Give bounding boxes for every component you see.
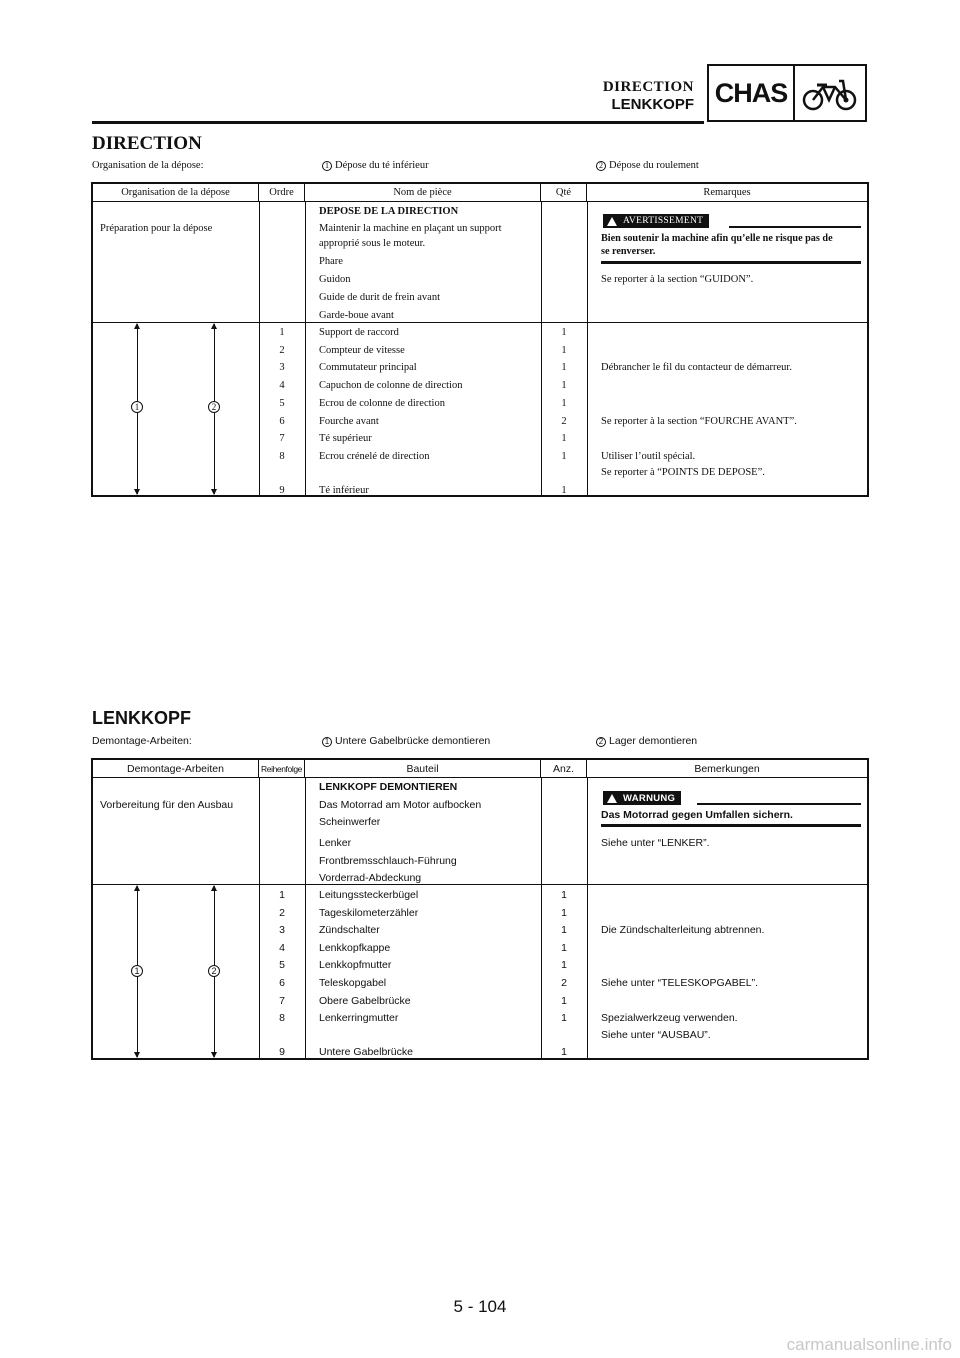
row-remark: Utiliser l’outil spécial.	[601, 450, 696, 462]
row-part-name: Commutateur principal	[319, 362, 417, 374]
section-code: CHAS	[709, 66, 795, 120]
row-qty: 1	[561, 450, 567, 462]
de-prep-label: Vorbereitung für den Ausbau	[100, 799, 234, 811]
row-order: 2	[279, 344, 285, 356]
fr-prep-item: Phare	[319, 256, 343, 267]
section-badge	[707, 64, 867, 122]
row-order: 8	[279, 1012, 285, 1025]
row-order: 4	[279, 380, 285, 392]
row-part-name: Té supérieur	[319, 433, 372, 445]
fr-col-qty: Qté	[541, 184, 587, 201]
row-order: 3	[279, 924, 285, 937]
row-part-name: Fourche avant	[319, 415, 379, 427]
row-qty: 1	[561, 941, 567, 954]
row-order: 1	[279, 889, 285, 901]
fr-col-org: Organisation de la dépose	[93, 184, 259, 201]
de-col-remarks: Bemerkungen	[694, 762, 760, 775]
fr-prep-item: approprié sous le moteur.	[319, 238, 426, 249]
row-part-name: Tageskilometerzähler	[319, 906, 419, 919]
motorcycle-icon	[795, 66, 865, 120]
row-qty: 1	[561, 433, 567, 445]
row-qty: 1	[561, 380, 567, 392]
warning-icon	[607, 794, 617, 803]
row-part-name: Ecrou de colonne de direction	[319, 397, 445, 409]
fr-table	[91, 182, 869, 497]
de-row8-remark-2: Siehe unter “AUSBAU”.	[601, 1029, 711, 1041]
fr-sub-label: Organisation de la dépose:	[92, 160, 204, 171]
de-sub-1: 1 Untere Gabelbrücke demontieren	[322, 735, 490, 747]
row-qty: 1	[561, 924, 567, 937]
row-part-name: Teleskopgabel	[319, 977, 387, 989]
row-part-name: Ecrou crénelé de direction	[319, 450, 430, 462]
de-col-part: Bauteil	[305, 760, 541, 777]
fr-arrow-2-label: 2	[208, 401, 220, 413]
row-part-name: Capuchon de colonne de direction	[319, 380, 463, 392]
de-col-org: Demontage-Arbeiten	[93, 760, 259, 777]
row-order: 9	[279, 1045, 285, 1058]
fr-prep-item: Guidon	[319, 274, 351, 285]
fr-prep-item: Garde-boue avant	[319, 310, 394, 321]
section-title-de: LENKKOPF	[92, 708, 191, 728]
de-prep-item: Scheinwerfer	[319, 816, 381, 828]
row-remark: Se reporter à la section “FOURCHE AVANT”.	[601, 415, 797, 427]
row-qty: 1	[561, 994, 567, 1007]
row-qty: 1	[561, 1012, 567, 1025]
row-order: 3	[279, 362, 285, 374]
row-part-name: Lenkkopfmutter	[319, 959, 392, 972]
de-prep-item: Lenker	[319, 837, 352, 849]
row-order: 6	[279, 415, 285, 427]
row-qty: 2	[561, 977, 567, 989]
row-remark: Spezialwerkzeug verwenden.	[601, 1012, 738, 1025]
header-title-de: LENKKOPF	[611, 96, 694, 113]
row-qty: 1	[561, 362, 567, 374]
fr-col-remarks: Remarques	[703, 187, 751, 198]
row-qty: 2	[561, 415, 567, 427]
fr-guidon-remark: Se reporter à la section “GUIDON”.	[601, 274, 754, 285]
fr-table-header	[93, 184, 867, 202]
row-order: 4	[279, 941, 285, 954]
row-part-name: Compteur de vitesse	[319, 344, 405, 356]
row-qty: 1	[561, 1045, 567, 1058]
row-order: 2	[279, 906, 285, 919]
fr-warning-label: AVERTISSEMENT	[603, 214, 709, 228]
row-remark: Débrancher le fil du contacteur de démarreur.	[601, 362, 792, 374]
row-part-name: Support de raccord	[319, 327, 399, 338]
row-part-name: Untere Gabelbrücke	[319, 1045, 413, 1058]
de-table-header	[93, 760, 867, 778]
row-order: 7	[279, 433, 285, 445]
de-arrow-1-label: 1	[131, 965, 143, 977]
row-order: 8	[279, 450, 285, 462]
row-order: 7	[279, 994, 285, 1007]
row-qty: 1	[561, 327, 567, 338]
de-warning-label: WARNUNG	[603, 791, 681, 805]
fr-col-order: Ordre	[259, 184, 305, 201]
row-qty: 1	[561, 484, 567, 496]
fr-prep-label: Préparation pour la dépose	[100, 223, 213, 234]
warning-icon	[607, 217, 617, 226]
de-lenker-remark: Siehe unter “LENKER”.	[601, 837, 710, 849]
header-rule	[92, 121, 704, 124]
row-order: 1	[279, 327, 285, 338]
header-title-fr: DIRECTION	[602, 79, 694, 95]
page-number: 5 - 104	[453, 1297, 507, 1316]
row-part-name: Lenkerringmutter	[319, 1012, 399, 1025]
de-warning-text: Das Motorrad gegen Umfallen sichern.	[601, 809, 793, 821]
fr-arrow-1-label: 1	[131, 401, 143, 413]
de-arrow-2-label: 2	[208, 965, 220, 977]
row-part-name: Leitungssteckerbügel	[319, 889, 419, 901]
de-sub-label: Demontage-Arbeiten:	[92, 735, 192, 747]
fr-row8-remark-2: Se reporter à “POINTS DE DEPOSE”.	[601, 467, 765, 478]
row-order: 9	[279, 484, 285, 496]
de-table	[91, 758, 869, 1060]
de-heading-row: LENKKOPF DEMONTIEREN	[319, 781, 458, 793]
row-part-name: Té inférieur	[319, 484, 369, 496]
de-prep-item: Das Motorrad am Motor aufbocken	[319, 799, 482, 811]
row-qty: 1	[561, 959, 567, 972]
fr-sub-1: 1 Dépose du té inférieur	[322, 160, 429, 171]
fr-warning-text: Bien soutenir la machine afin qu’elle ne risque pas de se renverser.	[601, 233, 833, 257]
row-remark: Die Zündschalterleitung abtrennen.	[601, 924, 765, 937]
de-prep-item: Frontbremsschlauch-Führung	[319, 855, 457, 867]
de-sub-2: 2 Lager demontieren	[596, 735, 697, 747]
row-qty: 1	[561, 889, 567, 901]
row-qty: 1	[561, 906, 567, 919]
de-prep-item: Vorderrad-Abdeckung	[319, 872, 422, 884]
row-part-name: Obere Gabelbrücke	[319, 994, 411, 1007]
row-order: 6	[279, 977, 285, 989]
row-part-name: Lenkkopfkappe	[319, 941, 391, 954]
fr-prep-item: Maintenir la machine en plaçant un support	[319, 223, 502, 234]
fr-sub-2: 2 Dépose du roulement	[596, 160, 699, 171]
de-col-qty: Anz.	[541, 760, 587, 777]
row-part-name: Zündschalter	[319, 924, 380, 937]
row-qty: 1	[561, 397, 567, 409]
fr-prep-item: Guide de durit de frein avant	[319, 292, 440, 303]
row-remark: Siehe unter “TELESKOPGABEL”.	[601, 977, 758, 989]
de-col-order: Reihenfolge	[259, 760, 305, 777]
fr-heading-row: DEPOSE DE LA DIRECTION	[319, 206, 459, 217]
section-title-fr: DIRECTION	[92, 133, 202, 154]
watermark: carmanualsonline.info	[786, 1335, 952, 1354]
row-order: 5	[279, 959, 285, 972]
fr-col-part: Nom de pièce	[305, 184, 541, 201]
row-qty: 1	[561, 344, 567, 356]
row-order: 5	[279, 397, 285, 409]
